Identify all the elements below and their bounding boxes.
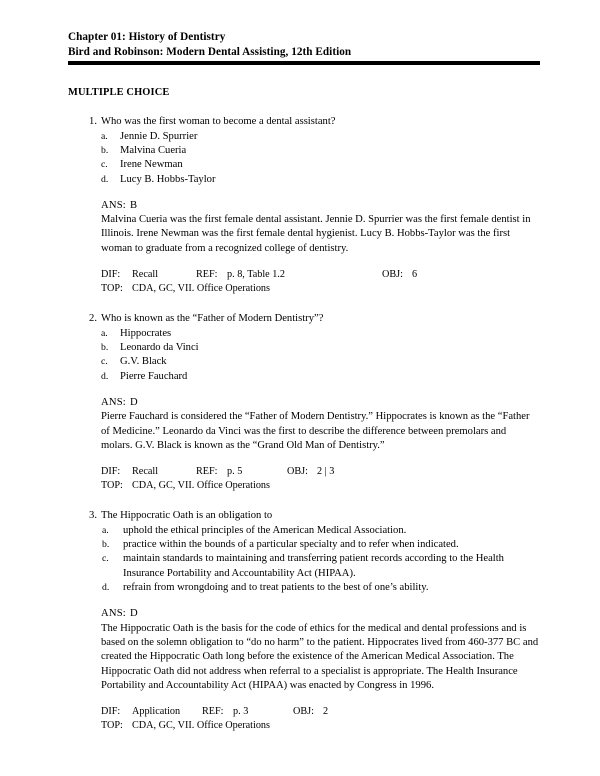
question-metadata [68,705,540,733]
top-value: CDA, GC, VII. Office Operations [132,720,270,732]
option-text: maintain standards to maintaining and transferring patient records according to the Health Insurance Portability and Accountability Act (HIPAA). [123,553,504,579]
ref-value: p. 3 [233,706,249,718]
question-block [68,115,540,296]
answer-line [101,396,540,410]
top-value: CDA, GC, VII. Office Operations [132,480,270,492]
option-text: Malvina Cueria [120,145,187,156]
top-label: TOP: [101,720,123,732]
option-text: practice within the bounds of a particular specialty and to refer when indicated. [123,539,459,551]
option-text: Irene Newman [120,159,183,171]
answer-rationale: Pierre Fauchard is considered the “Father of Modern Dentistry.” Hippocrates is known as the “Father of Medicine.” Leonardo da Vinci was the first to describe the difference between premolars and molars. G.V. Black is known as the “Grand Old Man of Dentistry.” [101,411,530,451]
answer-value: D [129,608,138,620]
ref-label: REF: [196,466,218,478]
option-item[interactable] [68,341,540,355]
answer-rationale: The Hippocratic Oath is the basis for the code of ethics for the medical and dental professions and is based on the solemn obligation to “do no harm” to the patient. Hippocrates lived from 460-377 BC and created the Hippocratic Oath long before the existence of the American Medical Association. The Hippocratic Oath did not address when referral to a specialist is appropriate. The Health Insurance Portability and Accountability Act (HIPAA) was enacted by Congress in 1996. [101,622,539,691]
option-text: Lucy B. Hobbs-Taylor [120,173,216,185]
option-text: refrain from wrongdoing and to treat patients to the best of one’s ability. [123,582,429,594]
metadata-row-top [101,719,540,733]
answer-value: B [129,199,138,211]
option-letter: d. [102,582,110,594]
question-text: The Hippocratic Oath is an obligation to [101,510,273,522]
option-letter: b. [101,145,109,156]
option-item[interactable] [68,130,540,144]
question-metadata [68,465,540,493]
answer-label: ANS: [101,396,126,408]
option-item[interactable] [68,355,540,369]
option-item[interactable] [68,552,540,581]
dif-label: DIF: [101,269,121,281]
question-number: 2. [89,313,97,325]
obj-value: 2 [323,706,329,718]
option-item[interactable] [68,370,540,384]
question-number: 1. [89,116,97,127]
question-text: Who is known as the “Father of Modern Dentistry”? [101,313,324,325]
metadata-row-dif-ref-obj [101,705,540,719]
document-header [68,30,540,65]
option-letter: a. [101,327,108,339]
question-text: Who was the first woman to become a dental assistant? [101,116,336,127]
ref-value: p. 5 [227,466,243,478]
option-list [68,327,540,384]
answer-label: ANS: [101,608,126,620]
header-chapter-line: Chapter 01: History of Dentistry [68,31,226,43]
option-letter: b. [102,539,110,551]
option-text: Pierre Fauchard [120,370,188,382]
answer-value: D [129,396,138,408]
question-stem [68,509,540,523]
option-list [68,130,540,187]
answer-rationale: Malvina Cueria was the first female dental assistant. Jennie D. Spurrier was the first female dentist in Illinois. Irene Newman was the first female dental hygienist. Lucy B. Hobbs-Taylor was the first woman to graduate from a recognized college of dentistry. [101,214,531,254]
answer-line [101,199,540,213]
option-item[interactable] [68,538,540,552]
answer-section [68,199,540,256]
question-block [68,509,540,733]
dif-label: DIF: [101,466,121,478]
obj-label: OBJ: [293,706,314,718]
question-stem [68,312,540,326]
obj-label: OBJ: [382,269,403,281]
option-item[interactable] [68,173,540,187]
ref-label: REF: [196,269,218,281]
question-block [68,312,540,493]
section-heading-multiple-choice: MULTIPLE CHOICE [68,87,170,98]
answer-line [101,607,540,621]
option-letter: a. [102,524,109,536]
option-list [68,524,540,595]
option-text: Leonardo da Vinci [120,342,199,354]
option-item[interactable] [68,581,540,595]
option-item[interactable] [68,158,540,172]
ref-value: p. 8, Table 1.2 [227,269,285,281]
top-label: TOP: [101,480,123,492]
answer-section [68,396,540,453]
metadata-row-dif-ref-obj [101,268,540,282]
dif-value: Application [132,706,181,718]
answer-section [68,607,540,693]
option-item[interactable] [68,327,540,341]
option-text: uphold the ethical principles of the American Medical Association. [123,524,407,536]
obj-label: OBJ: [287,466,308,478]
option-letter: a. [101,130,108,142]
option-text: G.V. Black [120,356,167,368]
option-text: Jennie D. Spurrier [120,130,198,142]
option-item[interactable] [68,144,540,158]
metadata-row-top [101,282,540,296]
header-book-line: Bird and Robinson: Modern Dental Assisting, 12th Edition [68,45,352,58]
question-metadata [68,268,540,296]
metadata-row-dif-ref-obj [101,465,540,479]
option-text: Hippocrates [120,327,172,339]
ref-label: REF: [202,706,224,718]
obj-value: 2 | 3 [317,466,335,478]
question-number: 3. [89,510,97,522]
answer-label: ANS: [101,199,126,211]
dif-value: Recall [132,466,159,478]
metadata-row-top [101,479,540,493]
option-letter: c. [101,356,108,368]
top-label: TOP: [101,283,123,295]
option-letter: d. [101,370,109,382]
option-letter: c. [101,159,108,171]
dif-value: Recall [132,269,159,281]
option-letter: d. [101,173,109,185]
header-divider-rule [68,61,540,65]
option-letter: b. [101,342,109,354]
top-value: CDA, GC, VII. Office Operations [132,283,270,295]
option-item[interactable] [68,524,540,538]
dif-label: DIF: [101,706,121,718]
question-stem [68,115,540,129]
obj-value: 6 [412,269,418,281]
option-letter: c. [102,553,109,565]
